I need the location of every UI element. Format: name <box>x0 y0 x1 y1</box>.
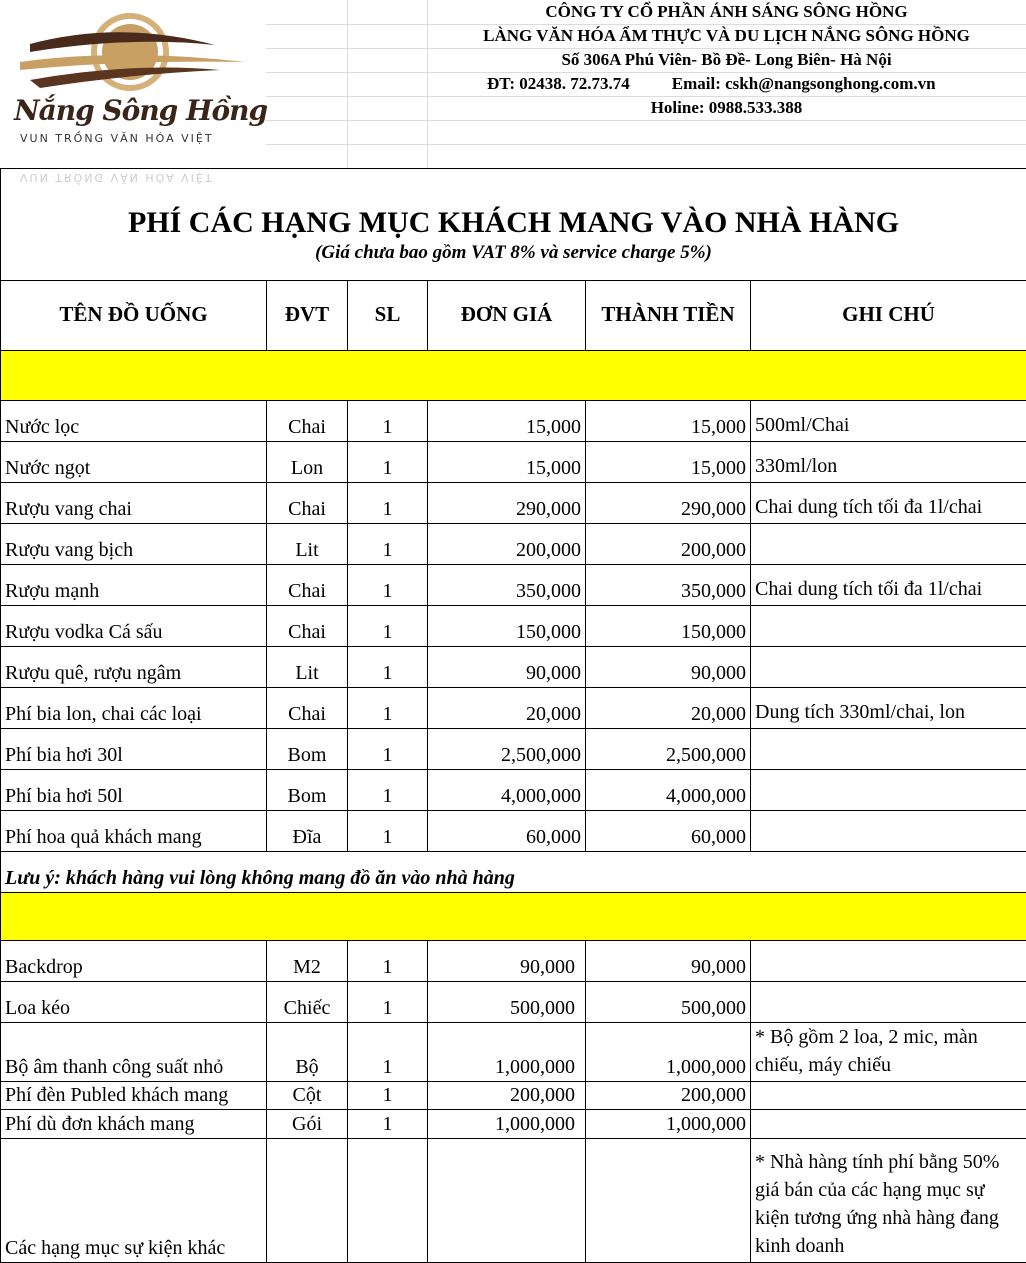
item-note <box>751 647 1026 688</box>
item-qty: 1 <box>348 565 428 606</box>
item-qty <box>348 1139 428 1263</box>
item-name: Phí bia lon, chai các loại <box>1 688 267 729</box>
item-price: 1,000,000 <box>428 1110 586 1139</box>
table-row <box>1 647 1026 688</box>
item-name: Rượu vodka Cá sấu <box>1 606 267 647</box>
col-name: TÊN ĐỒ UỐNG <box>1 281 267 351</box>
table-row <box>1 1110 1026 1139</box>
item-name: Rượu quê, rượu ngâm <box>1 647 267 688</box>
table-row <box>1 729 1026 770</box>
item-price: 1,000,000 <box>428 1023 586 1082</box>
item-total: 4,000,000 <box>586 770 751 811</box>
item-note: * Nhà hàng tính phí bằng 50% giá bán của các hạng mục sự kiện tương ứng nhà hàng đang kinh doanh <box>751 1139 1026 1263</box>
item-unit: Bom <box>267 729 348 770</box>
item-unit: Lon <box>267 442 348 483</box>
food-note: Lưu ý: khách hàng vui lòng không mang đồ ăn vào nhà hàng <box>1 852 1026 893</box>
table-row <box>1 606 1026 647</box>
item-unit: Gói <box>267 1110 348 1139</box>
item-note <box>751 811 1026 852</box>
section-band-events <box>1 893 1026 941</box>
email-text: Email: cskh@nangsonghong.com.vn <box>672 74 936 93</box>
phone-text: ĐT: 02438. 72.73.74 <box>487 74 630 93</box>
item-total: 20,000 <box>586 688 751 729</box>
item-price: 500,000 <box>428 982 586 1023</box>
table-row <box>1 524 1026 565</box>
item-unit: Chai <box>267 483 348 524</box>
item-qty: 1 <box>348 811 428 852</box>
item-qty: 1 <box>348 483 428 524</box>
company-subname: LÀNG VĂN HÓA ẨM THỰC VÀ DU LỊCH NẮNG SÔNG HỒNG <box>427 24 1026 48</box>
item-name: Bộ âm thanh công suất nhỏ <box>1 1023 267 1082</box>
item-qty: 1 <box>348 1023 428 1082</box>
item-note: * Bộ gồm 2 loa, 2 mic, màn chiếu, máy chiếu <box>751 1023 1026 1082</box>
table-row <box>1 1139 1026 1263</box>
item-unit: Bộ <box>267 1023 348 1082</box>
table-row <box>1 1082 1026 1110</box>
item-total: 2,500,000 <box>586 729 751 770</box>
item-qty: 1 <box>348 941 428 982</box>
item-total: 60,000 <box>586 811 751 852</box>
col-total: THÀNH TIỀN <box>586 281 751 351</box>
item-name: Phí đèn Publed khách mang <box>1 1082 267 1110</box>
item-total: 200,000 <box>586 524 751 565</box>
item-unit: M2 <box>267 941 348 982</box>
item-name: Các hạng mục sự kiện khác <box>1 1139 267 1263</box>
item-unit: Bom <box>267 770 348 811</box>
item-total: 1,000,000 <box>586 1023 751 1082</box>
item-unit: Cột <box>267 1082 348 1110</box>
item-unit: Đĩa <box>267 811 348 852</box>
item-price: 15,000 <box>428 401 586 442</box>
item-note: Chai dung tích tối đa 1l/chai <box>751 565 1026 606</box>
table-row <box>1 941 1026 982</box>
item-name: Phí bia hơi 50l <box>1 770 267 811</box>
item-total: 90,000 <box>586 647 751 688</box>
item-name: Phí bia hơi 30l <box>1 729 267 770</box>
item-name: Loa kéo <box>1 982 267 1023</box>
item-unit: Lit <box>267 647 348 688</box>
item-unit: Chai <box>267 401 348 442</box>
letterhead <box>0 0 1026 168</box>
item-price: 90,000 <box>428 941 586 982</box>
item-note: 330ml/lon <box>751 442 1026 483</box>
item-price: 350,000 <box>428 565 586 606</box>
col-qty: SL <box>348 281 428 351</box>
item-total: 200,000 <box>586 1082 751 1110</box>
item-note: 500ml/Chai <box>751 401 1026 442</box>
table-row <box>1 811 1026 852</box>
item-name: Rượu mạnh <box>1 565 267 606</box>
item-price <box>428 1139 586 1263</box>
table-header <box>1 281 1026 351</box>
col-unit: ĐVT <box>267 281 348 351</box>
item-note <box>751 982 1026 1023</box>
table-row <box>1 982 1026 1023</box>
page-title: PHÍ CÁC HẠNG MỤC KHÁCH MANG VÀO NHÀ HÀNG <box>5 205 1022 241</box>
company-logo <box>0 0 266 168</box>
item-price: 200,000 <box>428 1082 586 1110</box>
logo-tagline: VUN TRỒNG VĂN HÓA VIỆT <box>20 132 214 146</box>
table-row <box>1 1023 1026 1082</box>
item-note <box>751 729 1026 770</box>
item-total: 500,000 <box>586 982 751 1023</box>
item-unit: Chiếc <box>267 982 348 1023</box>
item-note <box>751 1110 1026 1139</box>
logo-reflection: VUN TRỒNG VĂN HÓA VIỆT <box>20 171 214 184</box>
table-row <box>1 565 1026 606</box>
table-row <box>1 442 1026 483</box>
item-name: Nước ngọt <box>1 442 267 483</box>
item-qty: 1 <box>348 770 428 811</box>
company-hotline: Holine: 0988.533.388 <box>427 96 1026 120</box>
item-note: Dung tích 330ml/chai, lon <box>751 688 1026 729</box>
item-total <box>586 1139 751 1263</box>
item-qty: 1 <box>348 524 428 565</box>
item-name: Rượu vang bịch <box>1 524 267 565</box>
price-table <box>0 168 1026 1263</box>
logo-emblem-icon <box>0 0 266 96</box>
item-total: 290,000 <box>586 483 751 524</box>
item-price: 90,000 <box>428 647 586 688</box>
item-unit: Chai <box>267 565 348 606</box>
item-qty: 1 <box>348 688 428 729</box>
item-unit <box>267 1139 348 1263</box>
item-note <box>751 524 1026 565</box>
section-band-drinks <box>1 351 1026 401</box>
item-price: 2,500,000 <box>428 729 586 770</box>
item-qty: 1 <box>348 1082 428 1110</box>
col-price: ĐƠN GIÁ <box>428 281 586 351</box>
company-phone <box>427 72 1026 96</box>
item-qty: 1 <box>348 606 428 647</box>
item-qty: 1 <box>348 647 428 688</box>
table-row <box>1 688 1026 729</box>
item-unit: Chai <box>267 688 348 729</box>
item-note: Chai dung tích tối đa 1l/chai <box>751 483 1026 524</box>
table-row <box>1 483 1026 524</box>
item-qty: 1 <box>348 729 428 770</box>
item-note <box>751 941 1026 982</box>
item-name: Nước lọc <box>1 401 267 442</box>
item-qty: 1 <box>348 1110 428 1139</box>
item-note <box>751 1082 1026 1110</box>
item-unit: Lit <box>267 524 348 565</box>
item-price: 60,000 <box>428 811 586 852</box>
item-qty: 1 <box>348 982 428 1023</box>
logo-name: Nắng Sông Hồng <box>14 96 267 126</box>
item-qty: 1 <box>348 401 428 442</box>
table-row <box>1 770 1026 811</box>
item-total: 15,000 <box>586 442 751 483</box>
table-row <box>1 401 1026 442</box>
item-name: Phí dù đơn khách mang <box>1 1110 267 1139</box>
col-note: GHI CHÚ <box>751 281 1026 351</box>
item-price: 4,000,000 <box>428 770 586 811</box>
item-total: 15,000 <box>586 401 751 442</box>
item-price: 200,000 <box>428 524 586 565</box>
item-price: 15,000 <box>428 442 586 483</box>
item-name: Phí hoa quả khách mang <box>1 811 267 852</box>
item-total: 90,000 <box>586 941 751 982</box>
item-name: Backdrop <box>1 941 267 982</box>
item-unit: Chai <box>267 606 348 647</box>
item-total: 1,000,000 <box>586 1110 751 1139</box>
item-total: 350,000 <box>586 565 751 606</box>
item-qty: 1 <box>348 442 428 483</box>
page-subtitle: (Giá chưa bao gồm VAT 8% và service charge 5%) <box>5 241 1022 265</box>
item-note <box>751 770 1026 811</box>
item-price: 20,000 <box>428 688 586 729</box>
company-name: CÔNG TY CỔ PHẦN ÁNH SÁNG SÔNG HỒNG <box>427 0 1026 24</box>
item-total: 150,000 <box>586 606 751 647</box>
item-price: 150,000 <box>428 606 586 647</box>
item-price: 290,000 <box>428 483 586 524</box>
item-note <box>751 606 1026 647</box>
company-address: Số 306A Phú Viên- Bồ Đề- Long Biên- Hà Nội <box>427 48 1026 72</box>
item-name: Rượu vang chai <box>1 483 267 524</box>
